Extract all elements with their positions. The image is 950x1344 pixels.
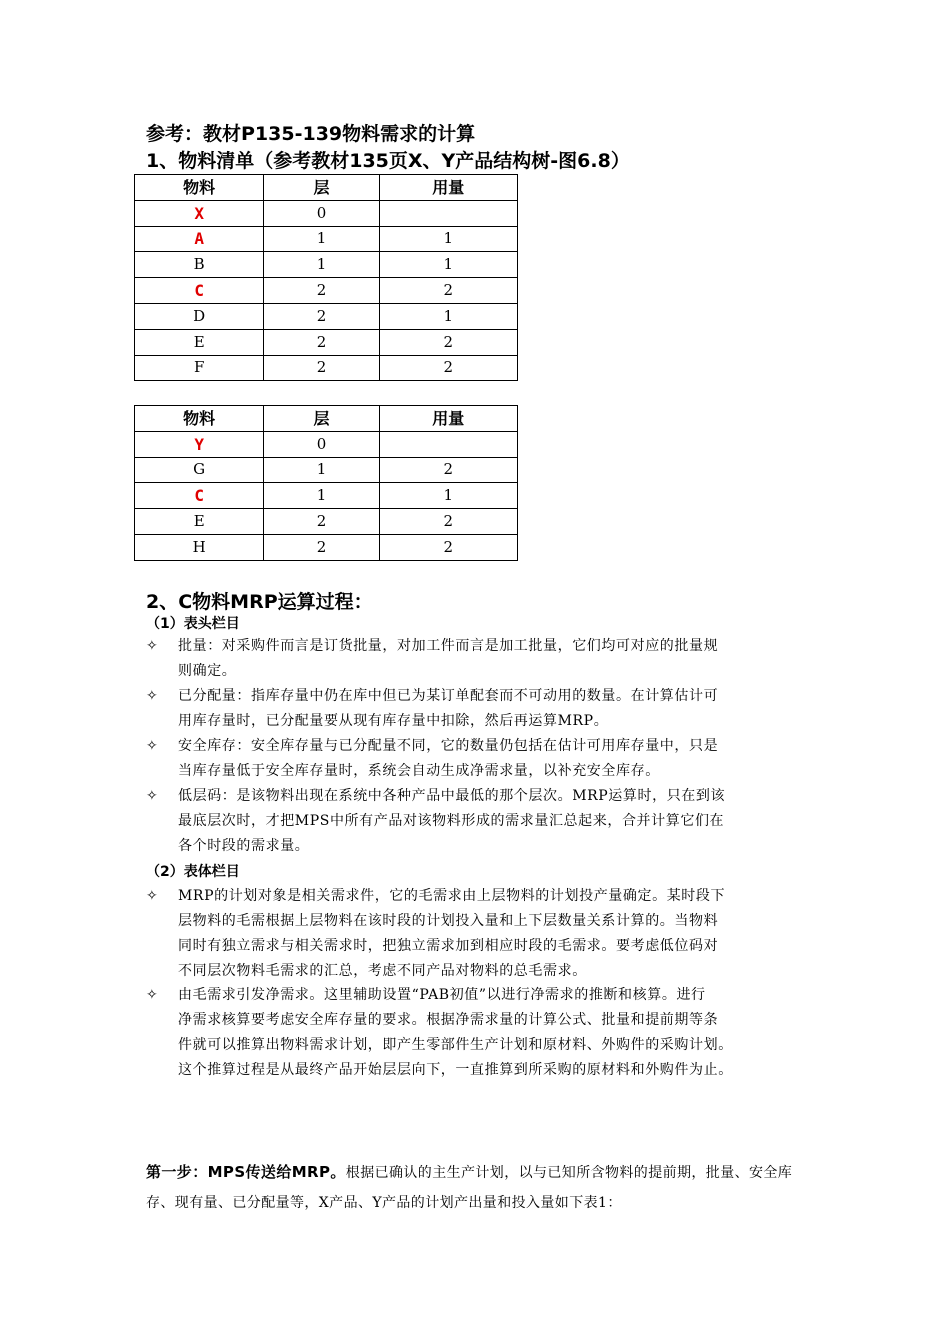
cell-item: G	[135, 457, 264, 483]
bullet-line: 层物料的毛需根据上层物料在该时段的计划投入量和上下层数量关系计算的。当物料	[178, 913, 719, 929]
cell-item: B	[135, 252, 264, 278]
header-item: 物料	[135, 406, 264, 432]
cell-qty: 2	[379, 534, 517, 560]
table-row	[135, 329, 518, 355]
cell-qty: 2	[379, 457, 517, 483]
bullet-line: MRP的计划对象是相关需求件，它的毛需求由上层物料的计划投产量确定。某时段下	[178, 888, 726, 904]
bom-table-y	[134, 405, 518, 561]
cell-qty: 1	[379, 252, 517, 278]
diamond-bullet-icon: ✧	[146, 987, 158, 1003]
cell-level: 2	[264, 303, 379, 329]
bullet-line: 安全库存：安全库存量与已分配量不同，它的数量仍包括在估计可用库存量中，只是	[178, 738, 719, 754]
cell-level: 1	[264, 457, 379, 483]
table-row	[135, 252, 518, 278]
table-row	[135, 355, 518, 381]
table-row	[135, 303, 518, 329]
diamond-bullet-icon: ✧	[146, 788, 158, 804]
step1-text: 根据已确认的主生产计划，以与已知所含物料的提前期，批量、安全库存、现有量、已分配量等，X产品、Y产品的计划产出量和投入量如下表1：	[146, 1165, 793, 1211]
cell-qty: 2	[379, 329, 517, 355]
header-level: 层	[264, 175, 379, 201]
diamond-bullet-icon: ✧	[146, 638, 158, 654]
bullet-line: 不同层次物料毛需求的汇总，考虑不同产品对物料的总毛需求。	[178, 963, 587, 979]
cell-level: 1	[264, 252, 379, 278]
cell-qty: 1	[379, 226, 517, 252]
cell-level: 1	[264, 483, 379, 509]
bullet-line: 已分配量：指库存量中仍在库中但已为某订单配套而不可动用的数量。在计算估计可	[178, 688, 719, 704]
bom-table-x	[134, 174, 518, 381]
cell-item: Y	[135, 431, 264, 457]
table-row	[135, 200, 518, 226]
cell-qty	[379, 431, 517, 457]
header-qty: 用量	[379, 175, 517, 201]
cell-level: 2	[264, 534, 379, 560]
cell-level: 2	[264, 355, 379, 381]
bullet-line: 低层码：是该物料出现在系统中各种产品中最低的那个层次。MRP运算时，只在到该	[178, 788, 726, 804]
bullet-line: 这个推算过程是从最终产品开始层层向下，一直推算到所采购的原材料和外购件为止。	[178, 1062, 733, 1078]
bullet-line: 最底层次时，才把MPS中所有产品对该物料形成的需求量汇总起来，合并计算它们在	[178, 813, 725, 829]
diamond-bullet-icon: ✧	[146, 888, 158, 904]
step1-heading: 第一步：MPS传送给MRP。	[146, 1163, 346, 1181]
header-item: 物料	[135, 175, 264, 201]
subsection-body-columns: （2）表体栏目	[146, 864, 240, 880]
cell-item: D	[135, 303, 264, 329]
bullet-line: 件就可以推算出物料需求计划，即产生零部件生产计划和原材料、外购件的采购计划。	[178, 1037, 733, 1053]
step1-paragraph	[146, 1157, 818, 1218]
cell-level: 2	[264, 509, 379, 535]
cell-level: 0	[264, 200, 379, 226]
cell-level: 0	[264, 431, 379, 457]
bullet-line: 当库存量低于安全库存量时，系统会自动生成净需求量，以补充安全库存。	[178, 763, 660, 779]
cell-level: 1	[264, 226, 379, 252]
cell-item: X	[135, 200, 264, 226]
section2-title: 2、C物料MRP运算过程：	[146, 591, 373, 613]
bullet-line: 由毛需求引发净需求。这里辅助设置“PAB初值”以进行净需求的推断和核算。进行	[178, 987, 706, 1003]
cell-item: A	[135, 226, 264, 252]
cell-item: E	[135, 329, 264, 355]
header-level: 层	[264, 406, 379, 432]
cell-item: E	[135, 509, 264, 535]
bullet-line: 批量：对采购件而言是订货批量，对加工件而言是加工批量，它们均可对应的批量规	[178, 638, 719, 654]
bullet-line: 净需求核算要考虑安全库存量的要求。根据净需求量的计算公式、批量和提前期等条	[178, 1012, 719, 1028]
section1-title: 1、物料清单（参考教材135页X、Y产品结构树-图6.8）	[146, 150, 630, 172]
subsection-header-columns: （1）表头栏目	[146, 616, 240, 632]
bullet-line: 同时有独立需求与相关需求时，把独立需求加到相应时段的毛需求。要考虑低位码对	[178, 938, 719, 954]
bullet-line: 则确定。	[178, 663, 237, 679]
cell-qty: 2	[379, 509, 517, 535]
cell-qty: 1	[379, 303, 517, 329]
table-row	[135, 509, 518, 535]
table-row	[135, 278, 518, 304]
table-row	[135, 457, 518, 483]
diamond-bullet-icon: ✧	[146, 688, 158, 704]
bullet-line: 用库存量时，已分配量要从现有库存量中扣除，然后再运算MRP。	[178, 713, 609, 729]
cell-qty: 2	[379, 355, 517, 381]
table-row	[135, 534, 518, 560]
table-header-row	[135, 175, 518, 201]
reference-title: 参考：教材P135-139物料需求的计算	[146, 123, 476, 145]
header-qty: 用量	[379, 406, 517, 432]
cell-qty	[379, 200, 517, 226]
table-row	[135, 431, 518, 457]
cell-qty: 2	[379, 278, 517, 304]
cell-qty: 1	[379, 483, 517, 509]
table-row	[135, 226, 518, 252]
cell-level: 2	[264, 329, 379, 355]
table-row	[135, 483, 518, 509]
cell-item: C	[135, 483, 264, 509]
cell-item: C	[135, 278, 264, 304]
table-header-row	[135, 406, 518, 432]
bullet-line: 各个时段的需求量。	[178, 838, 310, 854]
diamond-bullet-icon: ✧	[146, 738, 158, 754]
cell-item: F	[135, 355, 264, 381]
cell-level: 2	[264, 278, 379, 304]
cell-item: H	[135, 534, 264, 560]
